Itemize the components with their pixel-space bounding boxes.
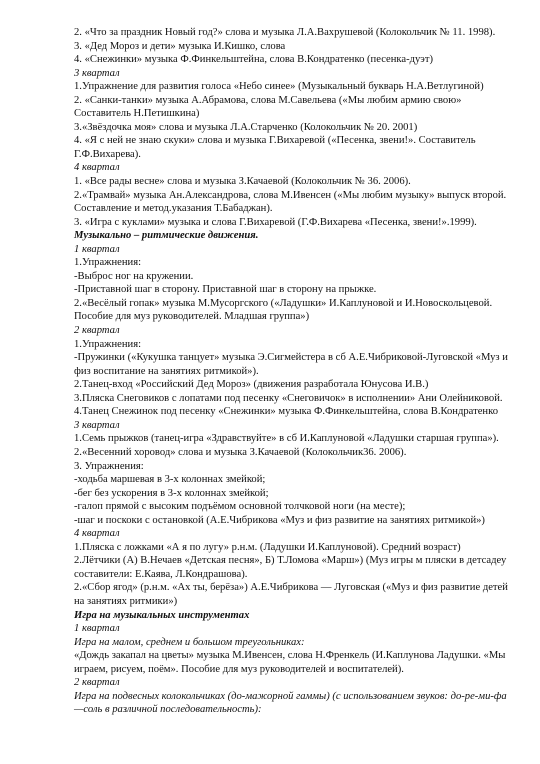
paragraph: 3.«Звёздочка моя» слова и музыка Л.А.Старченко (Колокольчик № 20. 2001): [74, 121, 418, 133]
paragraph: «Дождь закапал на цветы» музыка М.Ивенсен, слова Н.Френкель (И.Каплунова Ладушки. «Мы играем, рисуем, поём». Пособие для муз руководителей и воспитателей).: [74, 650, 506, 675]
paragraph: 3. «Игра с куклами» музыка и слова Г.Вихаревой (Г.Ф.Вихарева «Песенка, звени!».1999).: [74, 216, 477, 228]
paragraph: -ходьба маршевая в 3-х колоннах змейкой;: [74, 474, 266, 486]
paragraph: -Пружинки («Кукушка танцует» музыка Э.Сигмейстера в сб А.Е.Чибриковой-Луговской «Муз и физ воспитание на занятиях ритмикой»).: [74, 352, 508, 377]
paragraph: 1.Упражнения:: [74, 257, 142, 269]
quarter-heading: 4 квартал: [74, 528, 120, 540]
paragraph: 2.Лётчики (А) В.Нечаев «Детская песня», Б) Т.Ломова «Марш») (Муз игры м пляски в детсадеу составители: Е.Каява, Л.Кондрашова).: [74, 555, 507, 580]
paragraph: 2.«Трамвай» музыка Ан.Александрова, слова М.Ивенсен («Мы любим музыку» выпуск второй. Составление и метод.указания Т.Бабаджан).: [74, 189, 507, 215]
quarter-heading: 1 квартал: [74, 243, 120, 255]
quarter-heading: 3 квартал: [74, 67, 120, 79]
paragraph: 1.Упражнения:: [74, 338, 142, 350]
quarter-heading: 2 квартал: [74, 325, 120, 337]
paragraph: 2.«Весенний хоровод» слова и музыка З.Качаевой (Колокольчик36. 2006).: [74, 446, 407, 458]
paragraph: -Выброс ног на кружении.: [74, 270, 194, 282]
quarter-heading: 3 квартал: [74, 419, 120, 431]
paragraph: -бег без ускорения в 3-х колоннах змейкой;: [74, 487, 269, 499]
italic-subheading: Игра на малом, среднем и большом треугольниках:: [74, 636, 305, 648]
section-heading: Музыкально – ритмические движения.: [74, 230, 259, 242]
paragraph: 3.Пляска Снеговиков с лопатами под песенку «Снеговичок» в исполнении» Ани Олейниковой.: [74, 392, 503, 404]
paragraph: 4.Танец Снежинок под песенку «Снежинки» музыка Ф.Финкельштейна, слова В.Кондратенко: [74, 406, 498, 418]
paragraph: 2.«Весёлый гопак» музыка М.Мусоргского («Ладушки» И.Каплуновой и И.Новоскольцевой. Пособие для муз руководителей. Младшая группа»): [74, 297, 493, 323]
section-heading: Игра на музыкальных инструментах: [74, 609, 250, 621]
quarter-heading: 4 квартал: [74, 162, 120, 174]
paragraph: 4. «Я с ней не знаю скуки» слова и музыка Г.Вихаревой («Песенка, звени!». Составитель Г.Ф.Вихарева).: [74, 135, 476, 160]
document-body: [74, 26, 510, 717]
paragraph: -шаг и поскоки с остановкой (А.Е.Чибрикова «Муз и физ развитие на занятиях ритмикой»): [74, 514, 485, 526]
quarter-heading: 2 квартал: [74, 677, 120, 689]
paragraph: 4. «Снежинки» музыка Ф.Финкельштейна, слова В.Кондратенко (песенка-дуэт): [74, 54, 434, 66]
paragraph: 1.Пляска с ложками «А я по лугу» р.н.м. (Ладушки И.Каплуновой). Средний возраст): [74, 541, 461, 553]
paragraph: -галоп прямой с высоким подъёмом основной толчковой ноги (на месте);: [74, 501, 406, 513]
quarter-heading: 1 квартал: [74, 623, 120, 635]
paragraph: 2.«Сбор ягод» (р.н.м. «Ах ты, берёза») А.Е.Чибрикова — Луговская («Муз и физ развитие детей на занятиях ритмики»): [74, 582, 508, 607]
paragraph: 1.Упражнение для развития голоса «Небо синее» (Музыкальный букварь Н.А.Ветлугиной): [74, 81, 484, 93]
italic-subheading: Игра на подвесных колокольчиках (до-мажорной гаммы) (с использованием звуков: до-ре-ми-фа—соль в различной последовательность):: [74, 690, 507, 716]
paragraph: 2. «Санки-танки» музыка А.Абрамова, слова М.Савельева («Мы любим армию свою» Составитель Н.Петишкина): [74, 94, 462, 120]
paragraph: 1.Семь прыжков (танец-игра «Здравствуйте» в сб И.Каплуновой «Ладушки старшая группа»).: [74, 433, 499, 445]
paragraph: 3. Упражнения:: [74, 460, 144, 472]
paragraph: 3. «Дед Мороз и дети» музыка И.Кишко, слова: [74, 40, 286, 52]
paragraph: 2.Танец-вход «Российский Дед Мороз» (движения разработала Юнусова И.В.): [74, 379, 429, 391]
paragraph: 2. «Что за праздник Новый год?» слова и музыка Л.А.Вахрушевой (Колокольчик № 11. 1998).: [74, 27, 496, 38]
paragraph: -Приставной шаг в сторону. Приставной шаг в сторону на прыжке.: [74, 284, 377, 296]
paragraph: 1. «Все рады весне» слова и музыка З.Качаевой (Колокольчик № 36. 2006).: [74, 176, 411, 188]
